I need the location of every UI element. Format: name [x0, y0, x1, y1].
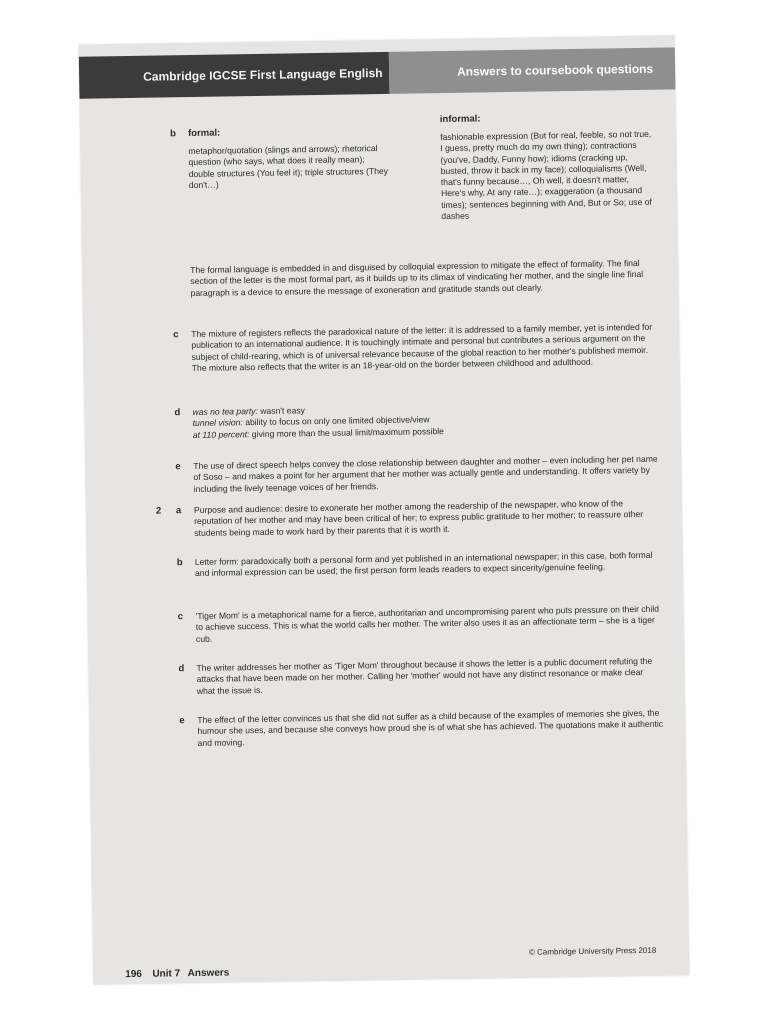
q2e-text: The effect of the letter convinces us that she did not suffer as a child because of the examples of memories she gives, the humour she uses, and because she conveys how proud she is of what she has achieved. The quotations make it authentic and moving.	[197, 707, 664, 748]
q2a-text: Purpose and audience: desire to exonerate her mother among the readership of the newspaper, who know of the reputation of her mother and may have been critical of her; to express public gratitude to her mother; to reassure other students being made to work hard by their parents that it is worth it.	[193, 498, 644, 538]
q1c-text: The mixture of registers reflects the paradoxical nature of the letter: it is addressed to a family member, yet is intended for publication to an international audience. It is touchingly intimate and personal but contributes a serious argument on the subject of child-rearing, which is of universal relevance because of the global reaction to her mother's published memoir. The mixture also reflects that the writer is an 18-year-old on the border between childhood and adulthood.	[191, 321, 653, 373]
q2c-text: 'Tiger Mom' is a metaphorical name for a fierce, authoritarian and uncompromising parent who puts pressure on their child to achieve success. This is what the world calls her mother. The writer also uses it as an affectionate term – she is a tiger cub.	[195, 603, 660, 644]
q2a-label: a	[175, 505, 182, 517]
q1d-label: d	[174, 407, 181, 419]
q2d-text: The writer addresses her mother as 'Tiger Mom' throughout because it shows the letter is a public document refuting the attacks that have been made on her mother. Calling her 'mother' would not have any distinct resonance or make clear what the issue is.	[196, 655, 653, 696]
formal-heading: formal:	[187, 127, 221, 140]
q1d-def-1: wasn't easy	[257, 405, 305, 416]
q1e-label: e	[175, 461, 181, 473]
q1e-text: The use of direct speech helps convey the close relationship between daughter and mother – even including her pet name of Soso – and makes a point for her argument that her mother was actually gentle and understanding. It offers variety by including the lively teenage voices of her friends.	[193, 453, 658, 494]
footer-section: Answers	[187, 967, 230, 980]
q1d-term-1: was no tea party:	[192, 405, 258, 417]
q2e-label: e	[179, 715, 185, 727]
informal-text: fashionable expression (But for real, feeble, so not true, I guess, pretty much do my own thing); contractions (you've, Daddy, Funny how); idioms (cracking up, busted, throw it back in my face); colloquialisms (Well, that's funny because…, Oh well, it doesn't matter, Here's why, At any rate…); exaggeration (a thousand times); sentences beginning with And, But or So; use of dashes	[440, 128, 652, 222]
q2-number: 2	[155, 505, 162, 517]
header-left-title: Cambridge IGCSE First Language English	[79, 52, 390, 99]
q2c-label: c	[177, 611, 184, 623]
informal-heading: informal:	[439, 113, 481, 126]
q1d-text	[192, 400, 658, 441]
q2b-label: b	[176, 557, 183, 569]
q1d-term-2: tunnel vision:	[192, 417, 243, 429]
document-page	[79, 35, 690, 984]
header-band	[79, 47, 676, 98]
q2d-label: d	[178, 663, 185, 675]
q2b-text: Letter form: paradoxically both a personal form and yet published in an international newspaper; in this case, both formal and informal expression can be used; the first person form leads readers to expect sincerity/genuine feeling.	[194, 549, 653, 579]
q1d-def-3: giving more than the usual limit/maximum possible	[249, 425, 444, 439]
header-right-title: Answers to coursebook questions	[389, 47, 676, 93]
page-number: 196	[125, 968, 143, 981]
copyright: © Cambridge University Press 2018	[528, 945, 657, 957]
q1b-label: b	[169, 128, 176, 140]
footer	[125, 962, 229, 982]
footer-unit: Unit 7	[152, 968, 181, 980]
q1c-label: c	[173, 329, 179, 341]
q1d-term-3: at 110 percent:	[192, 428, 250, 440]
formal-text: metaphor/quotation (slings and arrows); rhetorical question (who says, what does it really mean); double structures (You feel it); triple structures (They don't…)	[188, 143, 389, 190]
q1b-paragraph: The formal language is embedded in and disguised by colloquial expression to mitigate the effect of formality. The final section of the letter is the most formal part, as it builds up to its climax of vindicating her mother, and the single line final paragraph is a device to ensure the message of exoneration and gratitude stands out clearly.	[190, 257, 644, 298]
q1d-def-2: ability to focus on only one limited objective/view	[242, 414, 430, 428]
